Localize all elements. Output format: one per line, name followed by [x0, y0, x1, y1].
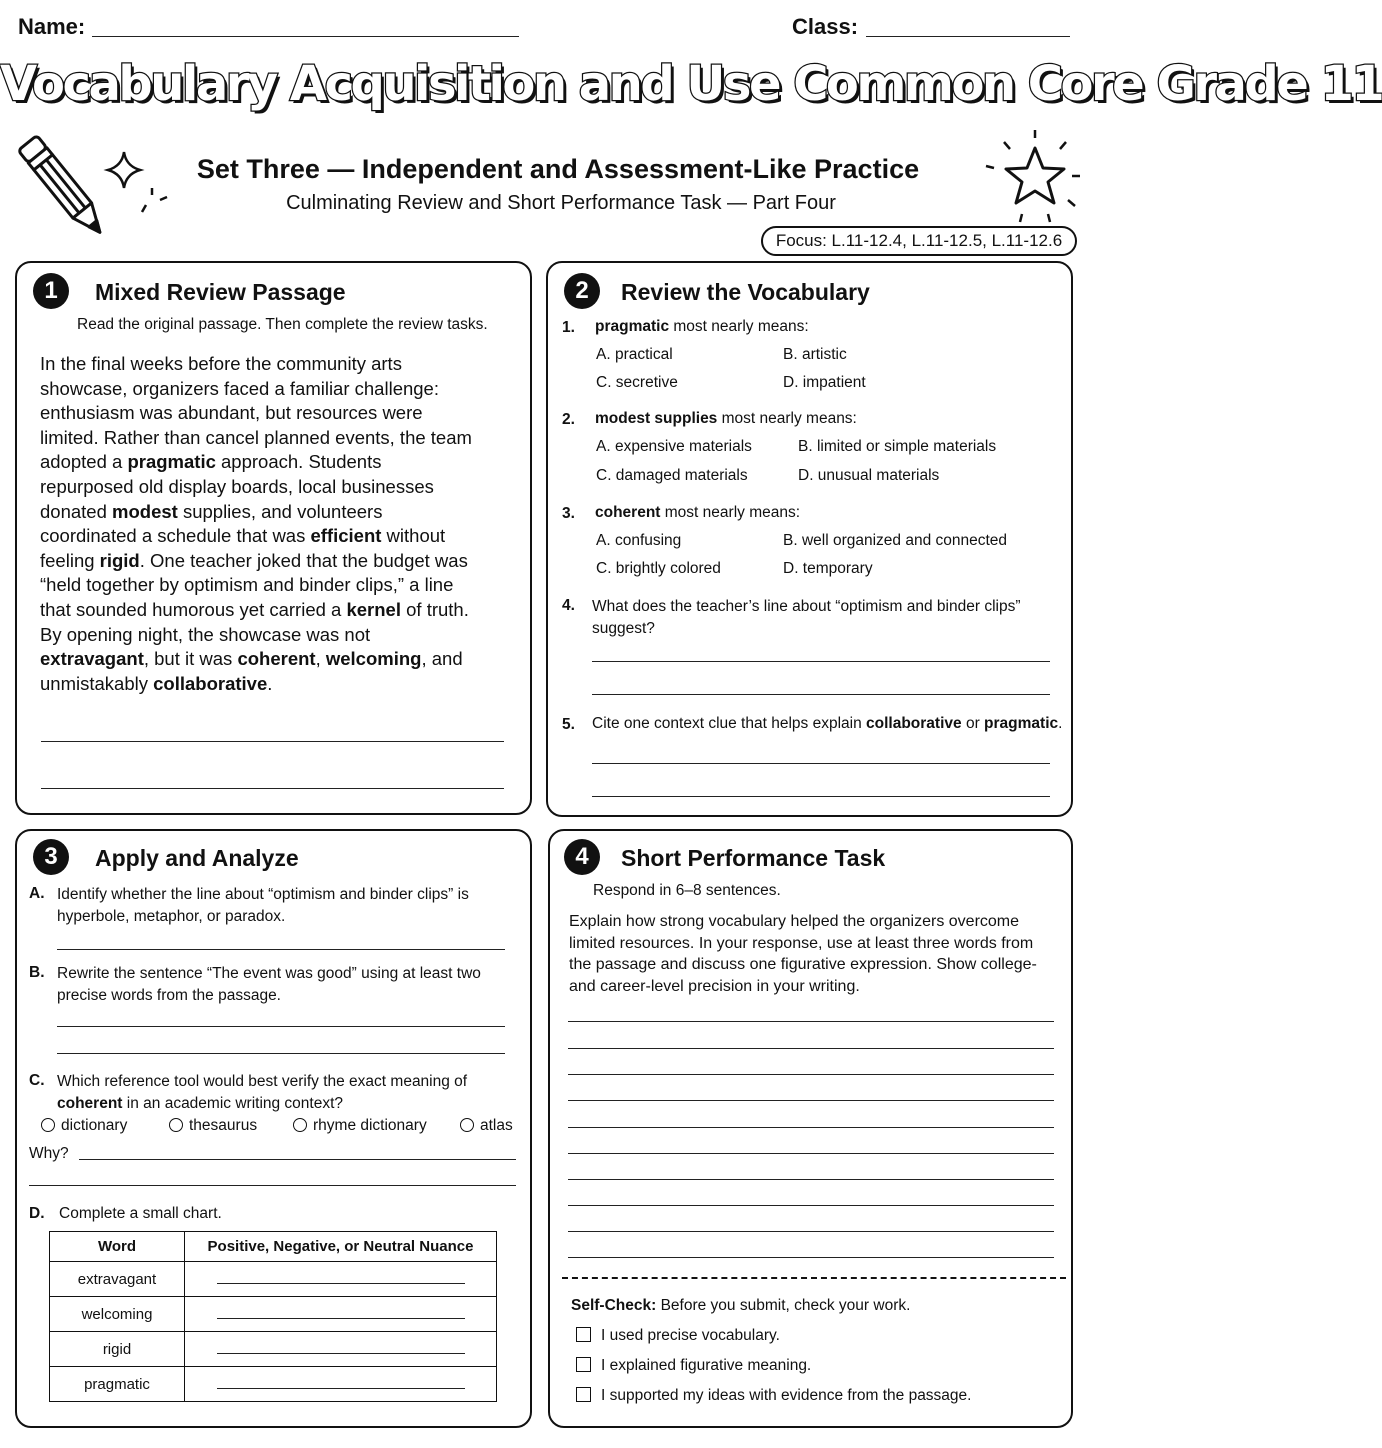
writing-line[interactable]	[568, 1153, 1054, 1154]
section-number-badge: 3	[33, 839, 69, 875]
passage-text: .	[267, 672, 273, 694]
passage-text: approach. Students repurposed old display boards, local businesses donated	[40, 451, 434, 522]
chart-header: Word	[50, 1232, 185, 1262]
question-number: 4.	[562, 597, 575, 614]
table-row	[50, 1262, 497, 1297]
answer-line[interactable]	[592, 763, 1050, 764]
passage-text: In the final weeks before the community arts showcase, organizers faced a familiar challenge: enthusiasm was abundant, but resources were limited. Rather than cancel planned events, the team adopted a	[40, 353, 472, 473]
question-number: 5.	[562, 716, 575, 733]
answer-line[interactable]	[592, 661, 1050, 662]
table-row	[50, 1367, 497, 1402]
answer-line[interactable]	[57, 1053, 505, 1054]
vocab-word: welcoming	[325, 648, 422, 670]
question-stem: Complete a small chart.	[59, 1205, 222, 1222]
answer-option[interactable]: C. brightly colored	[596, 560, 721, 577]
set-subtitle: Set Three — Independent and Assessment-Like Practice	[196, 154, 920, 184]
focus-standards-badge: Focus: L.11-12.4, L.11-12.5, L.11-12.6	[761, 226, 1077, 256]
passage-text: ,	[315, 648, 326, 670]
table-row	[50, 1332, 497, 1367]
checkbox[interactable]	[576, 1357, 591, 1372]
section-number-badge: 1	[33, 273, 69, 309]
answer-line[interactable]	[592, 796, 1050, 797]
vocab-word: pragmatic	[127, 451, 216, 473]
task-prompt: Explain how strong vocabulary helped the organizers overcome limited resources. In your response, use at least three words from the passage and discuss one figurative expression. Show college- and career-level precision in your writing.	[569, 913, 1037, 995]
writing-line[interactable]	[568, 1074, 1054, 1075]
mixed-review-panel	[15, 261, 532, 815]
radio-option-thesaurus[interactable]: thesaurus	[169, 1117, 257, 1135]
question-stem: Rewrite the sentence “The event was good” using at least two precise words from the passage.	[57, 965, 481, 1004]
vocab-word: modest	[112, 500, 178, 522]
question-number: 3.	[562, 505, 575, 522]
section-title: Review the Vocabulary	[621, 279, 870, 305]
passage-text: , and unmistakably	[40, 648, 463, 694]
writing-line[interactable]	[568, 1257, 1054, 1258]
question-stem: coherent most nearly means:	[595, 504, 801, 521]
vocab-word: extravagant	[40, 648, 144, 670]
vocab-word: collaborative	[153, 672, 268, 694]
checklist-item[interactable]: I used precise vocabulary.	[576, 1327, 780, 1345]
passage-text: supplies, and volunteers coordinated a schedule that was	[40, 500, 383, 547]
answer-option[interactable]: D. unusual materials	[798, 467, 940, 484]
answer-option[interactable]: C. secretive	[596, 374, 678, 391]
radio-button[interactable]	[293, 1118, 307, 1132]
writing-line[interactable]	[568, 1205, 1054, 1206]
apply-analyze-panel	[15, 829, 532, 1428]
question-label: B.	[29, 964, 45, 981]
performance-task-panel	[548, 829, 1073, 1428]
writing-line[interactable]	[568, 1021, 1054, 1022]
section-title: Mixed Review Passage	[95, 279, 346, 305]
question-number: 2.	[562, 411, 575, 428]
name-input-line[interactable]	[92, 36, 519, 37]
name-label: Name:	[18, 14, 86, 39]
checklist-item[interactable]: I supported my ideas with evidence from the passage.	[576, 1387, 971, 1405]
writing-line[interactable]	[568, 1231, 1054, 1232]
writing-line[interactable]	[568, 1179, 1054, 1180]
answer-option[interactable]: A. practical	[596, 346, 673, 363]
question-label: A.	[29, 885, 45, 902]
chart-header: Positive, Negative, or Neutral Nuance	[185, 1232, 497, 1262]
nuance-chart	[49, 1231, 497, 1402]
worksheet-title: Vocabulary Acquisition and Use Common Core Grade 11	[0, 56, 1382, 112]
answer-line[interactable]	[57, 949, 505, 950]
answer-option[interactable]: B. limited or simple materials	[798, 438, 997, 455]
writing-line[interactable]	[568, 1048, 1054, 1049]
section-instructions: Read the original passage. Then complete the review tasks.	[77, 316, 488, 333]
answer-line[interactable]	[41, 741, 504, 742]
question-stem: modest supplies most nearly means:	[595, 410, 857, 427]
answer-line[interactable]	[41, 788, 504, 789]
chart-word: pragmatic	[50, 1367, 185, 1402]
question-stem: What does the teacher’s line about “optimism and binder clips” suggest?	[592, 598, 1021, 637]
answer-option[interactable]: D. temporary	[783, 560, 873, 577]
radio-option-atlas[interactable]: atlas	[460, 1117, 513, 1135]
answer-option[interactable]: A. expensive materials	[596, 438, 752, 455]
radio-button[interactable]	[169, 1118, 183, 1132]
checkbox[interactable]	[576, 1387, 591, 1402]
pencil-icon	[14, 128, 118, 250]
chart-word: welcoming	[50, 1297, 185, 1332]
passage-text: of truth. By opening night, the showcase was not	[40, 598, 469, 645]
class-label: Class:	[792, 14, 859, 39]
chart-word: extravagant	[50, 1262, 185, 1297]
question-label: D.	[29, 1205, 45, 1222]
question-label: C.	[29, 1072, 45, 1089]
checklist-item[interactable]: I explained figurative meaning.	[576, 1357, 811, 1375]
answer-option[interactable]: C. damaged materials	[596, 467, 748, 484]
answer-option[interactable]: B. well organized and connected	[783, 532, 1008, 549]
radio-option-dictionary[interactable]: dictionary	[41, 1117, 127, 1135]
chart-answer-cell[interactable]	[185, 1367, 497, 1402]
vocab-word: coherent	[237, 648, 316, 670]
answer-line[interactable]	[592, 694, 1050, 695]
passage-text: , but it was	[143, 648, 238, 670]
radio-button[interactable]	[41, 1118, 55, 1132]
question-stem: pragmatic most nearly means:	[595, 318, 809, 335]
section-number-badge: 4	[564, 839, 600, 875]
class-input-line[interactable]	[866, 36, 1070, 37]
review-passage	[40, 352, 480, 696]
answer-option[interactable]: A. confusing	[596, 532, 682, 549]
question-stem: Identify whether the line about “optimism and binder clips” is hyperbole, metaphor, or paradox.	[57, 886, 469, 925]
question-number: 1.	[562, 319, 575, 336]
vocabulary-review-panel	[546, 261, 1073, 817]
answer-line[interactable]	[79, 1159, 516, 1160]
part-subtitle: Culminating Review and Short Performance Task — Part Four	[286, 192, 836, 214]
chart-answer-cell[interactable]	[185, 1297, 497, 1332]
table-row	[50, 1297, 497, 1332]
chart-answer-cell[interactable]	[185, 1262, 497, 1297]
passage-text: . One teacher joked that the budget was “held together by optimism and binder clips,” a line that sounded humorous yet carried a	[40, 549, 468, 620]
answer-option[interactable]: D. impatient	[783, 374, 866, 391]
checkbox[interactable]	[576, 1327, 591, 1342]
radio-option-rhyme-dictionary[interactable]: rhyme dictionary	[293, 1117, 427, 1135]
section-title: Short Performance Task	[621, 845, 886, 871]
section-number-badge: 2	[564, 273, 600, 309]
vocab-word: rigid	[99, 549, 140, 571]
passage-text: without feeling	[40, 525, 446, 571]
question-stem: Which reference tool would best verify the exact meaning of coherent in an academic writing context?	[57, 1073, 468, 1112]
why-label: Why?	[29, 1145, 69, 1162]
radio-button[interactable]	[460, 1118, 474, 1132]
section-title: Apply and Analyze	[95, 845, 299, 871]
answer-option[interactable]: B. artistic	[783, 346, 847, 363]
question-stem: Cite one context clue that helps explain collaborative or pragmatic.	[592, 715, 1063, 732]
self-check-heading: Self-Check: Before you submit, check your work.	[571, 1297, 911, 1314]
writing-line[interactable]	[568, 1127, 1054, 1128]
vocab-word: efficient	[310, 525, 382, 547]
writing-line[interactable]	[568, 1100, 1054, 1101]
answer-line[interactable]	[29, 1185, 516, 1186]
section-instructions: Respond in 6–8 sentences.	[593, 882, 781, 899]
vocab-word: kernel	[346, 598, 401, 620]
answer-line[interactable]	[57, 1026, 505, 1027]
chart-word: rigid	[50, 1332, 185, 1367]
chart-answer-cell[interactable]	[185, 1332, 497, 1367]
divider	[562, 1277, 1066, 1279]
